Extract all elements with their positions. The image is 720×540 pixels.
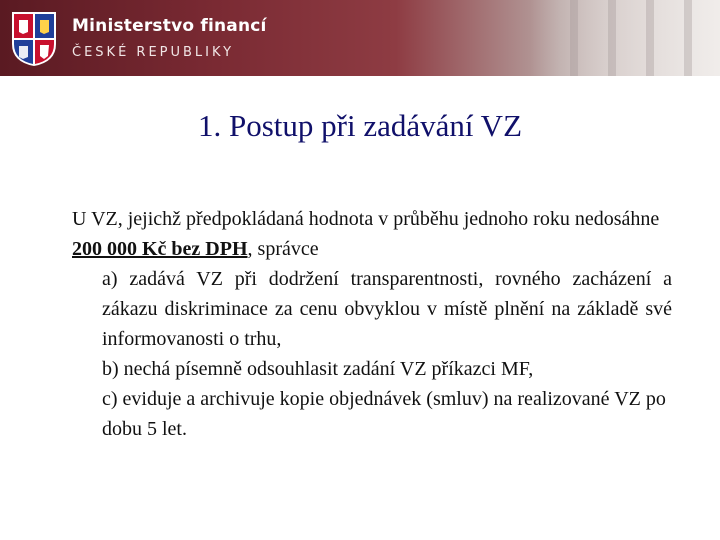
header-banner — [0, 0, 720, 76]
ministry-country: ČESKÉ REPUBLIKY — [72, 45, 235, 60]
intro-text-end: , správce — [247, 238, 319, 260]
list-item: a) zadává VZ při dodržení transparentnosti, rovného zacházení a zákazu diskriminace za cenu obvyklou v místě plnění na základě své informovanosti o trhu, — [102, 268, 672, 350]
ministry-name: Ministerstvo financí — [72, 16, 267, 36]
intro-emphasis: 200 000 Kč bez DPH — [72, 238, 248, 260]
building-photo — [530, 0, 720, 76]
intro-paragraph — [72, 204, 672, 264]
slide-body — [72, 204, 672, 444]
slide-title: 1. Postup při zadávání VZ — [197, 108, 523, 143]
list-item: c) eviduje a archivuje kopie objednávek (smluv) na realizované VZ po dobu 5 let. — [102, 388, 666, 440]
intro-text: U VZ, jejichž předpokládaná hodnota v průběhu jednoho roku nedosáhne — [72, 208, 660, 230]
list-item: b) nechá písemně odsouhlasit zadání VZ příkazci MF, — [102, 358, 534, 380]
coat-of-arms-icon — [10, 10, 58, 68]
